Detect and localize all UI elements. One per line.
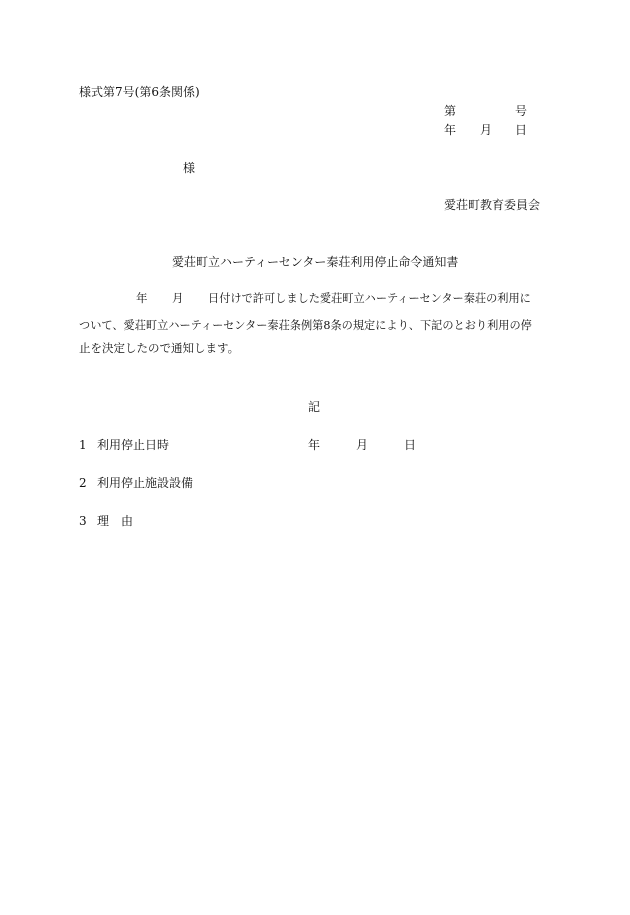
body-line-3: 止を決定したので通知します。 [79,341,240,355]
item-2-number: 2 [79,476,87,490]
item-1-number: 1 [79,438,87,452]
item-1-label: 利用停止日時 [97,438,170,452]
addressee-suffix: 様 [183,161,196,175]
issuer-name: 愛荘町教育委員会 [444,198,541,212]
document-title: 愛荘町立ハーティーセンター秦荘利用停止命令通知書 [172,255,459,269]
item-1-month: 月 [356,438,369,452]
item-1-day: 日 [404,438,417,452]
date-year: 年 [444,123,457,137]
body-date-year: 年 [136,291,148,305]
form-label: 様式第7号(第6条関係) [79,85,200,99]
number-suffix: 号 [515,104,528,118]
date-day: 日 [515,123,528,137]
body-paragraph [79,293,557,363]
item-1-year: 年 [308,438,321,452]
item-3-label: 理 由 [97,514,134,528]
body-line-1: 日付けで許可しました愛荘町立ハーティーセンター秦荘の利用に [208,292,531,305]
date-month: 月 [480,123,493,137]
item-3-number: 3 [79,514,87,528]
body-line-2: ついて、愛荘町立ハーティーセンター秦荘条例第8条の規定により、下記のとおり利用の停 [79,319,532,332]
body-date-month: 月 [172,291,184,305]
item-2-label: 利用停止施設設備 [97,476,194,490]
ki-heading: 記 [308,400,321,414]
number-prefix: 第 [444,104,457,118]
